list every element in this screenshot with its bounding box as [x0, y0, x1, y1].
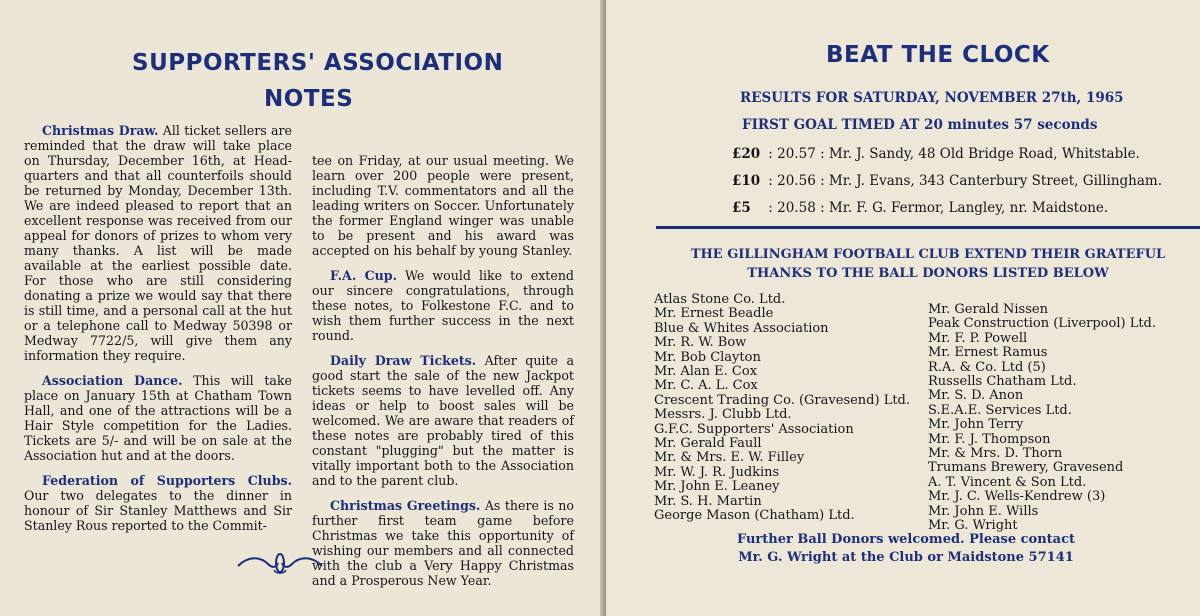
prize-text: : 20.57 : Mr. J. Sandy, 48 Old Bridge Road, Whitstable. — [764, 146, 1140, 162]
paragraph-lead: Christmas Draw. — [42, 123, 159, 138]
list-item: A. T. Vincent & Son Ltd. — [928, 474, 1087, 490]
footer-contact: Mr. G. Wright at the Club or Maidstone 57141 — [738, 550, 1074, 565]
list-item: Mr. Ernest Ramus — [928, 345, 1048, 361]
list-item: S.E.A.E. Services Ltd. — [928, 402, 1072, 418]
list-item: Mr. Bob Clayton — [654, 349, 761, 365]
paragraph-text: Our two delegates to the dinner in honour of Sir Stanley Matthews and Sir Stanley Rous reported to the Commit- — [24, 488, 292, 533]
paragraph-text: As there is no further first team game before Christmas we take this opportunity of wishing our members and all connected with the club a Very Happy Christmas and a Prosperous New Year. — [312, 498, 575, 588]
right-page — [606, 0, 1200, 616]
list-item: G.F.C. Supporters' Association — [654, 421, 854, 437]
paragraph — [24, 473, 292, 533]
paragraph-lead: Christmas Greetings. — [330, 498, 481, 513]
prize-amount: £10 — [732, 173, 761, 189]
list-item: Mr. F. J. Thompson — [928, 431, 1051, 447]
list-item: R.A. & Co. Ltd (5) — [928, 359, 1046, 375]
list-item: Mr. S. H. Martin — [654, 493, 762, 509]
notes-column-2 — [312, 153, 574, 598]
first-goal-line: FIRST GOAL TIMED AT 20 minutes 57 seconds — [742, 117, 1098, 133]
donor-list-left — [654, 293, 910, 524]
list-item: Mr. Alan E. Cox — [654, 364, 758, 380]
prize-text: : 20.56 : Mr. J. Evans, 343 Canterbury Street, Gillingham. — [764, 173, 1163, 189]
paragraph — [24, 123, 292, 363]
thanks-heading-second-line: THANKS TO THE BALL DONORS LISTED BELOW — [747, 266, 1109, 281]
thanks-heading: THE GILLINGHAM FOOTBALL CLUB EXTEND THEIR GRATEFUL — [690, 247, 1166, 262]
prize-text: : 20.58 : Mr. F. G. Fermor, Langley, nr. Maidstone. — [764, 200, 1109, 216]
list-item: George Mason (Chatham) Ltd. — [654, 508, 855, 524]
list-item: Messrs. J. Clubb Ltd. — [654, 407, 792, 423]
results-line: RESULTS FOR SATURDAY, NOVEMBER 27th, 1965 — [740, 90, 1124, 106]
list-item: Mr. C. A. L. Cox — [654, 378, 758, 394]
list-item: Mr. & Mrs. E. W. Filley — [654, 450, 805, 466]
list-item: Mr. Ernest Beadle — [654, 306, 774, 322]
paragraph-text: All ticket sellers are reminded that the draw will take place on Thursday, December 16th, at Head-quarters and that all counterfoils should be returned by Monday, December 13th. We are indeed pleased to report that an excellent response was received from our appeal for donors of prizes to whom very many thanks. A list will be made available at the earliest possible date. For those who are still considering donating a prize we would say that there is still time, and a personal call at the hut or a telephone call to Medway 50398 or Medway 7722/5, will give them any information they require. — [24, 123, 292, 363]
list-item: Peak Construction (Liverpool) Ltd. — [928, 316, 1157, 332]
list-item: Mr. R. W. Bow — [654, 335, 747, 351]
list-item: Mr. John E. Leaney — [654, 479, 780, 495]
paragraph-text: tee on Friday, at our usual meeting. We learn over 200 people were present, including T.V. commentators and all the leading writers on Soccer. Unfortunately the former England winger was unable to be present and his award was accepted on his behalf by young Stanley. — [312, 153, 574, 258]
paragraph-text: We would like to extend our sincere congratulations, through these notes, to Folkestone F.C. and to wish them further success in the next round. — [312, 268, 574, 343]
paragraph — [24, 373, 292, 463]
list-item: Mr. John E. Wills — [928, 503, 1039, 519]
paragraph-continued — [312, 153, 574, 258]
prize-amount: £5 — [732, 200, 751, 216]
list-item: Blue & Whites Association — [654, 320, 829, 336]
list-item: Mr. G. Wright — [928, 518, 1018, 534]
paragraph-text: After quite a good start the sale of the new Jackpot tickets seems to have levelled off. Any ideas or help to boost sales will be welcomed. We are aware that readers of these notes are probably tired of this constant "plugging" but the matter is vitally important both to the Association and to the parent club. — [312, 353, 574, 488]
list-item: Mr. J. C. Wells-Kendrew (3) — [928, 489, 1106, 505]
prize-row — [732, 173, 1162, 189]
paragraph — [312, 353, 574, 488]
list-item: Mr. W. J. R. Judkins — [654, 464, 780, 480]
page-title: BEAT THE CLOCK — [826, 42, 1050, 68]
list-item: Mr. Gerald Faull — [654, 436, 762, 452]
paragraph-lead: F.A. Cup. — [330, 268, 397, 283]
donor-list-right — [928, 303, 1156, 534]
paragraph-text: This will take place on January 15th at Chatham Town Hall, and one of the attractions will be a Hair Style competition for the Ladies. Tickets are 5/- and will be on sale at the Association hut and at the doors. — [24, 373, 293, 463]
paragraph-lead: Daily Draw Tickets. — [330, 353, 477, 368]
ornament-icon — [236, 550, 324, 576]
list-item: Atlas Stone Co. Ltd. — [654, 292, 786, 307]
list-item: Trumans Brewery, Gravesend — [928, 460, 1124, 476]
paragraph — [312, 498, 574, 588]
page-title-second-line: NOTES — [264, 86, 354, 112]
list-item: Mr. S. D. Anon — [928, 388, 1024, 404]
page-title: SUPPORTERS' ASSOCIATION — [132, 50, 504, 76]
list-item: Mr. Gerald Nissen — [928, 302, 1048, 317]
list-item: Russells Chatham Ltd. — [928, 374, 1077, 390]
list-item: Crescent Trading Co. (Gravesend) Ltd. — [654, 392, 911, 408]
section-divider — [656, 226, 1200, 229]
paragraph-lead: Federation of Supporters Clubs. — [42, 473, 292, 488]
paragraph-lead: Association Dance. — [42, 373, 183, 388]
paragraph — [312, 268, 574, 343]
list-item: Mr. F. P. Powell — [928, 330, 1028, 346]
notes-column-1 — [24, 123, 292, 543]
prize-row — [732, 200, 1108, 216]
prize-amount: £20 — [732, 146, 761, 162]
list-item: Mr. & Mrs. D. Thorn — [928, 446, 1063, 462]
footer-note: Further Ball Donors welcomed. Please contact — [736, 532, 1076, 547]
list-item: Mr. John Terry — [928, 417, 1024, 433]
prize-row — [732, 146, 1140, 162]
